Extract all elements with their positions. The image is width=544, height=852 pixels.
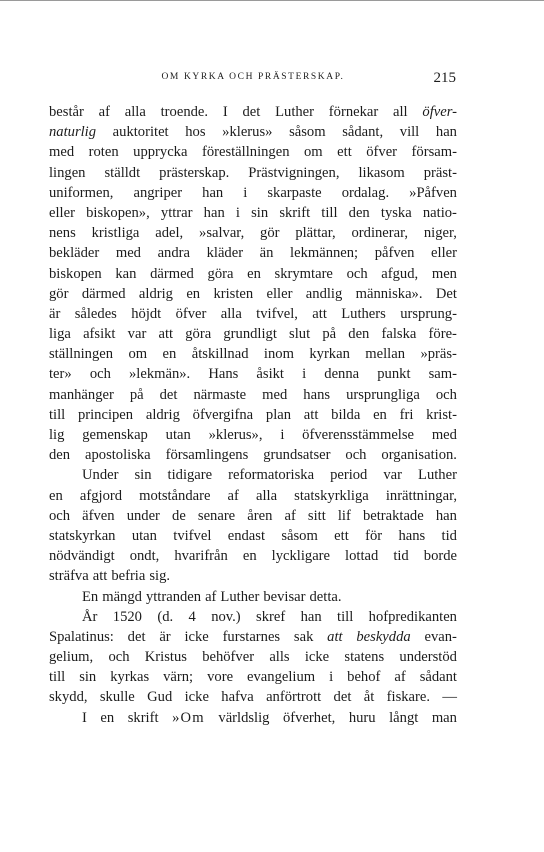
word: han xyxy=(300,608,322,625)
word: i xyxy=(280,427,285,443)
word: göra xyxy=(207,265,234,282)
word: kyrkan xyxy=(309,346,350,363)
word: liga xyxy=(49,326,71,343)
word: var xyxy=(383,467,403,484)
word: att xyxy=(327,628,343,645)
word: bevisar xyxy=(263,588,306,605)
word: att xyxy=(303,406,319,423)
word: värn; xyxy=(163,669,194,686)
word: och xyxy=(108,649,130,666)
text-line xyxy=(49,364,457,384)
word: apostoliska xyxy=(85,447,151,464)
word: yttranden xyxy=(145,588,202,605)
text-line xyxy=(49,647,457,667)
word: krist- xyxy=(426,406,457,423)
word: Kristus xyxy=(144,649,187,666)
word: nov.) xyxy=(211,608,241,625)
word: att xyxy=(92,568,108,585)
word: prästerskap. xyxy=(159,164,230,181)
text-line xyxy=(49,607,457,627)
word: plättar, xyxy=(295,225,336,242)
word: människa». xyxy=(355,285,423,302)
word: behöfver xyxy=(202,649,255,666)
word: det xyxy=(333,689,352,706)
word: närmaste xyxy=(193,386,247,403)
word: kläder xyxy=(206,245,244,262)
word: Hans xyxy=(208,366,239,383)
word: om xyxy=(304,144,323,161)
text-line xyxy=(49,183,457,203)
word: världslig xyxy=(218,709,270,726)
word: skydd, xyxy=(49,689,88,706)
word: organisation. xyxy=(381,447,457,464)
word: öfverhet, xyxy=(283,709,336,726)
word: en xyxy=(162,346,177,363)
word: såsom xyxy=(281,527,318,544)
word: adel, xyxy=(155,225,184,242)
word: ett xyxy=(337,144,352,161)
word: mellan xyxy=(365,346,406,363)
word: före- xyxy=(428,326,457,343)
word: en xyxy=(49,487,63,504)
word: Gud xyxy=(147,689,173,706)
word: det xyxy=(242,104,261,120)
word: tvifvel xyxy=(173,527,212,544)
word: slut xyxy=(289,326,311,343)
text-line xyxy=(49,243,457,263)
word: manhänger xyxy=(49,386,114,403)
word: de xyxy=(172,507,186,524)
word: niger, xyxy=(423,225,457,242)
word: statens xyxy=(344,649,385,666)
word: I xyxy=(82,709,87,726)
word: likasom xyxy=(358,164,405,181)
text-line xyxy=(49,486,457,506)
word: ursprungliga xyxy=(346,386,420,403)
word: under xyxy=(126,507,160,524)
word: äfven xyxy=(82,507,115,524)
word: anförtrott xyxy=(266,689,322,706)
word: och xyxy=(346,265,368,282)
word: eller xyxy=(431,245,457,262)
word: betraktade xyxy=(362,507,424,524)
word: denna xyxy=(324,366,360,383)
word: 4 xyxy=(188,608,196,625)
page-header xyxy=(47,70,459,90)
word: till xyxy=(321,204,338,221)
word: inrättningar, xyxy=(385,487,457,504)
word: eller xyxy=(49,204,75,221)
word: fri xyxy=(399,406,414,423)
word: huru xyxy=(348,709,376,726)
word: han xyxy=(202,184,224,201)
word: (d. xyxy=(157,608,174,625)
word: punkt xyxy=(377,366,411,383)
word: åtskillnad xyxy=(191,346,249,363)
word: evan- xyxy=(424,628,457,645)
word: af xyxy=(394,669,406,686)
word: sig. xyxy=(149,568,171,585)
word: af xyxy=(284,507,296,524)
word: än xyxy=(259,245,274,262)
word: öfvergifna xyxy=(192,406,254,423)
word: »Påfven xyxy=(409,184,457,201)
word: statskyrkliga xyxy=(294,487,369,504)
word: — xyxy=(442,689,457,706)
word: icke xyxy=(184,628,209,645)
word: gör xyxy=(49,285,69,302)
word: falska xyxy=(381,326,417,343)
word: En xyxy=(82,588,99,605)
word: tvifvel, xyxy=(256,305,298,322)
text-line xyxy=(49,223,457,243)
word: nödvändigt xyxy=(49,548,115,565)
word: att xyxy=(312,305,327,322)
word: öfver xyxy=(175,305,207,322)
word: behof xyxy=(347,669,381,686)
word: och xyxy=(89,366,111,383)
word: angriper xyxy=(133,184,183,201)
word: skrift xyxy=(127,709,159,726)
word: församlingens xyxy=(165,447,249,464)
word: lingen xyxy=(49,164,86,181)
word: ställdt xyxy=(104,164,141,181)
word: Prästvigningen, xyxy=(248,164,340,181)
text-line xyxy=(49,465,457,485)
word: en xyxy=(186,285,201,302)
text-line xyxy=(49,506,457,526)
word: nens xyxy=(49,225,76,242)
word: borde xyxy=(423,548,457,565)
word: alls xyxy=(269,649,290,666)
word: befria xyxy=(111,568,146,585)
word: kristliga xyxy=(91,225,140,242)
text-line xyxy=(49,344,457,364)
word: öfver- xyxy=(422,104,457,120)
word: sin xyxy=(251,204,269,221)
word: af xyxy=(227,487,239,504)
word: senare xyxy=(197,507,236,524)
word: sin xyxy=(79,669,97,686)
word: andlig xyxy=(305,285,343,302)
word: afsikt xyxy=(83,326,116,343)
word: sträfva xyxy=(49,568,89,585)
word: med xyxy=(262,386,288,403)
word: i xyxy=(302,366,307,383)
word: hafva xyxy=(221,689,254,706)
word: med xyxy=(49,144,75,161)
word: präst- xyxy=(423,164,457,181)
word: alla xyxy=(255,487,278,504)
text-line xyxy=(49,425,457,445)
word: »präs- xyxy=(420,346,457,363)
word: andra xyxy=(157,245,190,262)
word: åt xyxy=(363,689,375,706)
word: I xyxy=(222,104,228,120)
word: såsom xyxy=(289,124,326,141)
word: består xyxy=(49,104,84,120)
word: vill xyxy=(399,124,420,141)
text-line xyxy=(49,163,457,183)
word: kristen xyxy=(213,285,254,302)
word: lyckligare xyxy=(271,548,331,565)
word: 1520 xyxy=(112,608,142,625)
word: bilda xyxy=(331,406,361,423)
text-line xyxy=(49,385,457,405)
word: den xyxy=(348,204,370,221)
word: utan xyxy=(165,427,191,443)
word: Luthers xyxy=(341,305,386,322)
word: plan xyxy=(265,406,292,423)
word: upprycka xyxy=(133,144,188,161)
word: med xyxy=(115,245,141,262)
word: statskyrkan xyxy=(49,527,116,544)
word: all xyxy=(393,104,408,120)
text-line xyxy=(49,526,457,546)
word: tyska xyxy=(380,204,412,221)
word: därmed xyxy=(150,265,194,282)
text-line xyxy=(49,445,457,465)
word: utan xyxy=(131,527,157,544)
word: hans xyxy=(398,527,426,544)
word: skulle xyxy=(99,689,135,706)
word: af xyxy=(98,104,110,120)
word: tid xyxy=(393,548,409,565)
word: en xyxy=(242,548,257,565)
word: Luther xyxy=(418,467,457,484)
text-line xyxy=(49,687,457,707)
word: det xyxy=(159,386,178,403)
word: försam- xyxy=(411,144,457,161)
word: afgud, xyxy=(381,265,419,282)
word: motståndare xyxy=(139,487,211,504)
word: skrift xyxy=(279,204,311,221)
word: inom xyxy=(263,346,294,363)
text-line xyxy=(49,142,457,162)
word: är xyxy=(159,628,171,645)
word: grundsatser xyxy=(263,447,331,464)
word: Luther xyxy=(220,588,260,605)
word: Det xyxy=(435,285,457,302)
word: till xyxy=(337,608,354,625)
word: troende. xyxy=(160,104,209,120)
word: åren xyxy=(247,507,273,524)
word: lekmännen; xyxy=(290,245,359,262)
word: af xyxy=(205,588,217,605)
word: göra xyxy=(185,326,212,343)
text-line xyxy=(49,708,457,728)
word: skarpaste xyxy=(267,184,322,201)
word: yttrar xyxy=(160,204,193,221)
text-line xyxy=(49,546,457,566)
word: i xyxy=(243,184,248,201)
word: det xyxy=(127,628,146,645)
word: auktoritet xyxy=(112,124,169,141)
word: ställningen xyxy=(49,346,114,363)
word: »Om xyxy=(172,709,205,726)
word: hvarifrån xyxy=(174,548,228,565)
word: uniformen, xyxy=(49,184,114,201)
word: den xyxy=(348,326,370,343)
body-text xyxy=(49,102,457,728)
word: en xyxy=(247,265,261,282)
word: icke xyxy=(304,649,330,666)
word: sådant xyxy=(419,669,457,686)
word: grundligt xyxy=(223,326,277,343)
word: han xyxy=(203,204,225,221)
word: kan xyxy=(115,265,137,282)
word: reformatoriska xyxy=(228,467,315,484)
word: mängd xyxy=(102,588,142,605)
word: »klerus» xyxy=(222,124,273,141)
text-line xyxy=(49,102,457,122)
word: alla xyxy=(124,104,146,120)
word: »salvar, xyxy=(199,225,245,242)
word: skrymtare xyxy=(274,265,333,282)
word: hans xyxy=(303,386,331,403)
word: sak xyxy=(293,628,314,645)
word: för xyxy=(365,527,383,544)
text-line xyxy=(49,405,457,425)
word: åsikt xyxy=(256,366,284,383)
text-line xyxy=(49,284,457,304)
word: aldrig xyxy=(138,285,173,302)
word: ursprung- xyxy=(400,305,457,322)
word: och xyxy=(345,447,367,464)
word: han xyxy=(435,124,457,141)
word: biskopen», xyxy=(86,204,150,221)
word: »klerus», xyxy=(208,427,263,443)
text-line xyxy=(49,324,457,344)
word: ordalag. xyxy=(341,184,390,201)
word: sitt xyxy=(307,507,326,524)
word: att xyxy=(158,326,174,343)
word: till xyxy=(49,669,66,686)
word: men xyxy=(431,265,457,282)
word: är xyxy=(49,305,61,322)
word: tid xyxy=(441,527,457,544)
text-line xyxy=(49,304,457,324)
word: Spalatinus: xyxy=(49,628,114,645)
word: roten xyxy=(88,144,119,161)
word: alla xyxy=(220,305,242,322)
word: långt xyxy=(389,709,419,726)
word: öfver xyxy=(366,144,398,161)
word: hos xyxy=(185,124,206,141)
word: påfven xyxy=(374,245,415,262)
word: natio- xyxy=(422,204,457,221)
word: i xyxy=(329,669,334,686)
word: därmed xyxy=(81,285,126,302)
word: om xyxy=(128,346,148,363)
word: var xyxy=(127,326,147,343)
word: en xyxy=(373,406,387,423)
word: ondt, xyxy=(129,548,160,565)
word: lottad xyxy=(345,548,379,565)
word: endast xyxy=(227,527,266,544)
word: kyrkas xyxy=(110,669,150,686)
word: således xyxy=(74,305,117,322)
text-line xyxy=(49,667,457,687)
word: icke xyxy=(184,689,209,706)
text-line xyxy=(49,203,457,223)
word: afgjord xyxy=(79,487,123,504)
word: lig xyxy=(49,427,65,443)
word: principen xyxy=(77,406,134,423)
word: biskopen xyxy=(49,265,102,282)
word: fiskare. xyxy=(386,689,431,706)
word: tidigare xyxy=(167,467,213,484)
word: höjdt xyxy=(131,305,162,322)
word: skref xyxy=(256,608,286,625)
text-line xyxy=(49,587,457,607)
word: naturlig xyxy=(49,124,97,141)
text-line xyxy=(49,122,457,142)
word: beskydda xyxy=(356,628,411,645)
text-line xyxy=(49,264,457,284)
word: sådant, xyxy=(342,124,384,141)
word: Under xyxy=(82,467,119,484)
word: och xyxy=(435,386,457,403)
word: Luther xyxy=(275,104,315,120)
word: och xyxy=(49,507,71,524)
word: en xyxy=(100,709,115,726)
word: lif xyxy=(337,507,351,524)
word: den xyxy=(49,447,71,464)
word: vore xyxy=(207,669,234,686)
word: han xyxy=(435,507,457,524)
word: »lekmän». xyxy=(129,366,191,383)
word: man xyxy=(431,709,457,726)
word: förnekar xyxy=(328,104,379,120)
word: gör xyxy=(260,225,280,242)
word: ett xyxy=(334,527,349,544)
word: sam- xyxy=(428,366,457,383)
word: bekläder xyxy=(49,245,100,262)
word: ordinerar, xyxy=(351,225,409,242)
word: sin xyxy=(134,467,152,484)
word: understöd xyxy=(399,649,457,666)
word: aldrig xyxy=(145,406,180,423)
word: eller xyxy=(266,285,293,302)
word: detta. xyxy=(309,588,342,605)
word: gelium, xyxy=(49,649,94,666)
word: gemenskap xyxy=(82,427,148,443)
word: evangelium xyxy=(247,669,316,686)
word: på xyxy=(129,386,144,403)
text-line xyxy=(49,566,457,586)
running-title: OM KYRKA OCH PRÄSTERSKAP. xyxy=(161,72,345,82)
word: furstarnes xyxy=(222,628,281,645)
word: föreställningen xyxy=(201,144,290,161)
word: på xyxy=(322,326,337,343)
page-number: 215 xyxy=(433,70,456,86)
word: ter» xyxy=(49,366,72,383)
word: till xyxy=(49,406,66,423)
word: öfverensstämmelse xyxy=(302,427,415,443)
text-line xyxy=(49,627,457,647)
word: hofpredikanten xyxy=(368,608,457,625)
word: period xyxy=(330,467,368,484)
word: med xyxy=(431,427,457,443)
word: År xyxy=(82,608,98,625)
word: i xyxy=(235,204,240,221)
